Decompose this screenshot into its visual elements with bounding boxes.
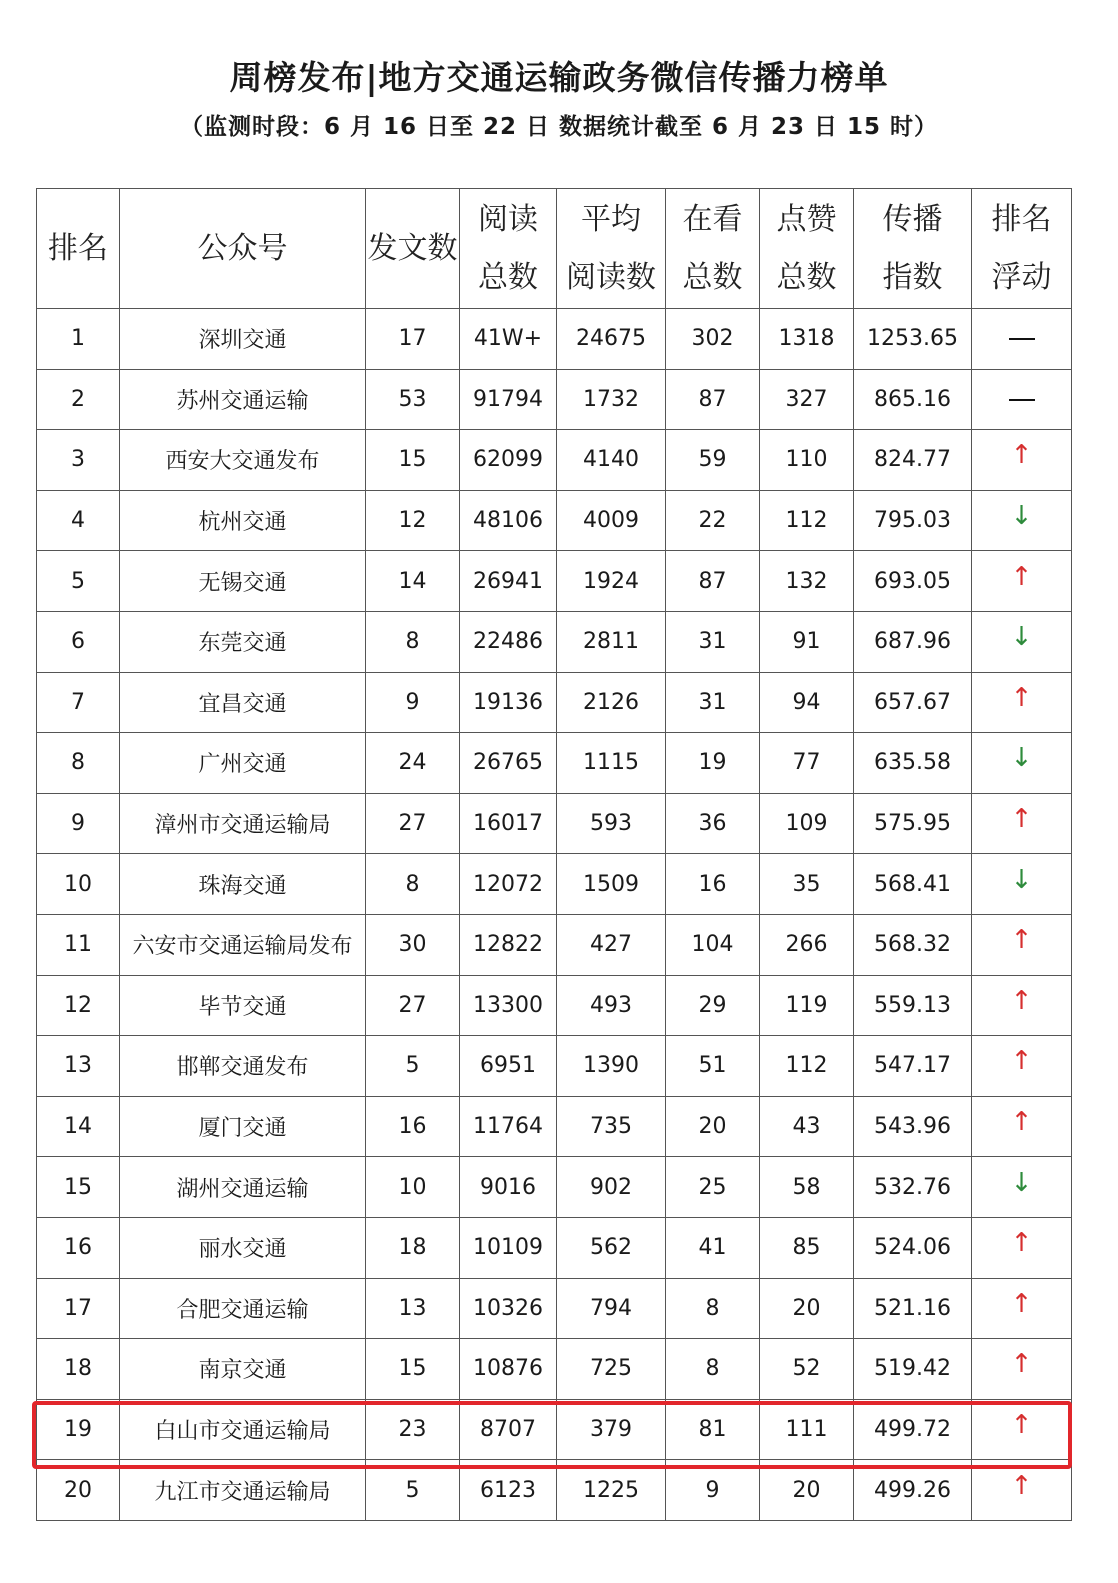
cell-posts: 18 — [366, 1217, 460, 1278]
cell-likes: 20 — [760, 1460, 854, 1521]
cell-reads: 8707 — [460, 1399, 557, 1460]
cell-rank: 4 — [37, 490, 120, 551]
cell-likes: 111 — [760, 1399, 854, 1460]
cell-reads: 6123 — [460, 1460, 557, 1521]
table-row — [37, 1278, 1072, 1339]
cell-reads: 91794 — [460, 369, 557, 430]
cell-views: 87 — [666, 369, 760, 430]
cell-avg-reads: 1225 — [557, 1460, 666, 1521]
cell-account: 杭州交通 — [120, 490, 366, 551]
cell-account: 湖州交通运输 — [120, 1157, 366, 1218]
cell-reads: 9016 — [460, 1157, 557, 1218]
cell-index: 824.77 — [854, 430, 972, 491]
cell-posts: 53 — [366, 369, 460, 430]
cell-reads: 12072 — [460, 854, 557, 915]
cell-avg-reads: 1390 — [557, 1036, 666, 1097]
cell-avg-reads: 493 — [557, 975, 666, 1036]
cell-account: 西安大交通发布 — [120, 430, 366, 491]
header-reads: 阅读 总数 — [460, 189, 557, 309]
cell-rank: 20 — [37, 1460, 120, 1521]
cell-views: 41 — [666, 1217, 760, 1278]
table-header-row — [37, 189, 1072, 309]
cell-rank-change — [972, 611, 1072, 672]
cell-reads: 10109 — [460, 1217, 557, 1278]
cell-reads: 12822 — [460, 914, 557, 975]
arrow-down-icon: ↓ — [1010, 743, 1033, 774]
table-row — [37, 309, 1072, 370]
cell-account: 无锡交通 — [120, 551, 366, 612]
cell-rank: 6 — [37, 611, 120, 672]
table-row — [37, 369, 1072, 430]
cell-avg-reads: 735 — [557, 1096, 666, 1157]
cell-rank: 5 — [37, 551, 120, 612]
cell-index: 657.67 — [854, 672, 972, 733]
table-row — [37, 914, 1072, 975]
table-row — [37, 672, 1072, 733]
cell-reads: 26765 — [460, 733, 557, 794]
arrow-up-icon: ↑ — [1010, 1228, 1033, 1259]
cell-posts: 13 — [366, 1278, 460, 1339]
cell-views: 31 — [666, 611, 760, 672]
cell-rank-change — [972, 1339, 1072, 1400]
cell-posts: 27 — [366, 793, 460, 854]
cell-avg-reads: 902 — [557, 1157, 666, 1218]
cell-rank-change — [972, 1399, 1072, 1460]
table-row — [37, 430, 1072, 491]
cell-rank-change — [972, 1278, 1072, 1339]
table-row — [37, 1157, 1072, 1218]
table-row — [37, 611, 1072, 672]
cell-rank-change — [972, 1096, 1072, 1157]
cell-rank: 7 — [37, 672, 120, 733]
cell-views: 25 — [666, 1157, 760, 1218]
cell-rank: 12 — [37, 975, 120, 1036]
cell-likes: 91 — [760, 611, 854, 672]
cell-views: 104 — [666, 914, 760, 975]
flat-dash-icon — [1009, 338, 1035, 340]
arrow-up-icon: ↑ — [1010, 1349, 1033, 1380]
header-avg-reads: 平均 阅读数 — [557, 189, 666, 309]
cell-rank-change — [972, 1036, 1072, 1097]
cell-account: 广州交通 — [120, 733, 366, 794]
cell-account: 苏州交通运输 — [120, 369, 366, 430]
header-likes: 点赞 总数 — [760, 189, 854, 309]
arrow-up-icon: ↑ — [1010, 985, 1033, 1016]
cell-likes: 20 — [760, 1278, 854, 1339]
cell-reads: 48106 — [460, 490, 557, 551]
cell-account: 厦门交通 — [120, 1096, 366, 1157]
cell-likes: 327 — [760, 369, 854, 430]
table-row — [37, 854, 1072, 915]
cell-index: 568.41 — [854, 854, 972, 915]
cell-account: 珠海交通 — [120, 854, 366, 915]
cell-reads: 11764 — [460, 1096, 557, 1157]
cell-posts: 5 — [366, 1036, 460, 1097]
cell-index: 693.05 — [854, 551, 972, 612]
cell-avg-reads: 2126 — [557, 672, 666, 733]
cell-rank-change — [972, 1157, 1072, 1218]
cell-account: 宜昌交通 — [120, 672, 366, 733]
cell-rank: 2 — [37, 369, 120, 430]
cell-views: 16 — [666, 854, 760, 915]
cell-rank-change — [972, 975, 1072, 1036]
cell-posts: 15 — [366, 1339, 460, 1400]
cell-reads: 13300 — [460, 975, 557, 1036]
arrow-up-icon: ↑ — [1010, 440, 1033, 471]
table-row — [37, 1399, 1072, 1460]
cell-rank-change — [972, 430, 1072, 491]
header-rank: 排名 — [37, 189, 120, 309]
cell-posts: 12 — [366, 490, 460, 551]
arrow-down-icon: ↓ — [1010, 864, 1033, 895]
cell-posts: 5 — [366, 1460, 460, 1521]
cell-rank-change — [972, 914, 1072, 975]
cell-views: 29 — [666, 975, 760, 1036]
cell-posts: 16 — [366, 1096, 460, 1157]
cell-rank: 9 — [37, 793, 120, 854]
cell-rank: 11 — [37, 914, 120, 975]
cell-rank-change — [972, 854, 1072, 915]
cell-account: 邯郸交通发布 — [120, 1036, 366, 1097]
cell-account: 六安市交通运输局发布 — [120, 914, 366, 975]
cell-rank-change — [972, 733, 1072, 794]
cell-likes: 1318 — [760, 309, 854, 370]
cell-reads: 16017 — [460, 793, 557, 854]
cell-rank-change — [972, 1460, 1072, 1521]
cell-index: 865.16 — [854, 369, 972, 430]
arrow-up-icon: ↑ — [1010, 1470, 1033, 1501]
cell-avg-reads: 562 — [557, 1217, 666, 1278]
cell-index: 795.03 — [854, 490, 972, 551]
cell-account: 九江市交通运输局 — [120, 1460, 366, 1521]
arrow-up-icon: ↑ — [1010, 925, 1033, 956]
arrow-up-icon: ↑ — [1010, 1107, 1033, 1138]
cell-avg-reads: 4009 — [557, 490, 666, 551]
cell-index: 532.76 — [854, 1157, 972, 1218]
cell-likes: 85 — [760, 1217, 854, 1278]
cell-views: 302 — [666, 309, 760, 370]
cell-views: 9 — [666, 1460, 760, 1521]
cell-posts: 8 — [366, 854, 460, 915]
flat-dash-icon — [1009, 399, 1035, 401]
cell-views: 8 — [666, 1278, 760, 1339]
cell-views: 51 — [666, 1036, 760, 1097]
cell-reads: 6951 — [460, 1036, 557, 1097]
table-row — [37, 551, 1072, 612]
cell-views: 87 — [666, 551, 760, 612]
cell-index: 687.96 — [854, 611, 972, 672]
arrow-up-icon: ↑ — [1010, 1288, 1033, 1319]
cell-likes: 132 — [760, 551, 854, 612]
page-subtitle: （监测时段：6 月 16 日至 22 日 数据统计截至 6 月 23 日 15 时） — [179, 114, 939, 140]
cell-rank: 10 — [37, 854, 120, 915]
cell-index: 519.42 — [854, 1339, 972, 1400]
cell-likes: 77 — [760, 733, 854, 794]
cell-posts: 24 — [366, 733, 460, 794]
cell-account: 合肥交通运输 — [120, 1278, 366, 1339]
cell-likes: 112 — [760, 1036, 854, 1097]
cell-avg-reads: 1115 — [557, 733, 666, 794]
cell-rank: 14 — [37, 1096, 120, 1157]
cell-reads: 62099 — [460, 430, 557, 491]
table-row — [37, 1339, 1072, 1400]
table-row — [37, 793, 1072, 854]
cell-views: 8 — [666, 1339, 760, 1400]
cell-likes: 109 — [760, 793, 854, 854]
cell-views: 22 — [666, 490, 760, 551]
cell-rank: 18 — [37, 1339, 120, 1400]
cell-rank: 1 — [37, 309, 120, 370]
arrow-up-icon: ↑ — [1010, 1046, 1033, 1077]
cell-posts: 10 — [366, 1157, 460, 1218]
cell-likes: 58 — [760, 1157, 854, 1218]
cell-reads: 22486 — [460, 611, 557, 672]
table-row — [37, 1096, 1072, 1157]
page-title: 周榜发布|地方交通运输政务微信传播力榜单 — [229, 58, 889, 97]
cell-account: 漳州市交通运输局 — [120, 793, 366, 854]
cell-likes: 119 — [760, 975, 854, 1036]
table-body — [37, 309, 1072, 1521]
cell-reads: 41W+ — [460, 309, 557, 370]
cell-index: 524.06 — [854, 1217, 972, 1278]
arrow-up-icon: ↑ — [1010, 682, 1033, 713]
cell-index: 575.95 — [854, 793, 972, 854]
arrow-down-icon: ↓ — [1010, 1167, 1033, 1198]
cell-rank: 8 — [37, 733, 120, 794]
cell-views: 81 — [666, 1399, 760, 1460]
cell-account: 南京交通 — [120, 1339, 366, 1400]
cell-index: 547.17 — [854, 1036, 972, 1097]
cell-index: 568.32 — [854, 914, 972, 975]
table-row — [37, 1036, 1072, 1097]
cell-rank: 19 — [37, 1399, 120, 1460]
cell-avg-reads: 1509 — [557, 854, 666, 915]
cell-likes: 266 — [760, 914, 854, 975]
table-row — [37, 1460, 1072, 1521]
cell-avg-reads: 427 — [557, 914, 666, 975]
cell-avg-reads: 593 — [557, 793, 666, 854]
cell-avg-reads: 2811 — [557, 611, 666, 672]
cell-likes: 52 — [760, 1339, 854, 1400]
arrow-up-icon: ↑ — [1010, 804, 1033, 835]
cell-reads: 19136 — [460, 672, 557, 733]
cell-rank-change — [972, 793, 1072, 854]
cell-account: 深圳交通 — [120, 309, 366, 370]
cell-avg-reads: 725 — [557, 1339, 666, 1400]
cell-rank: 17 — [37, 1278, 120, 1339]
cell-rank-change — [972, 369, 1072, 430]
cell-posts: 27 — [366, 975, 460, 1036]
cell-index: 559.13 — [854, 975, 972, 1036]
cell-likes: 35 — [760, 854, 854, 915]
cell-posts: 30 — [366, 914, 460, 975]
cell-account: 丽水交通 — [120, 1217, 366, 1278]
cell-index: 499.26 — [854, 1460, 972, 1521]
cell-rank: 3 — [37, 430, 120, 491]
cell-rank: 15 — [37, 1157, 120, 1218]
cell-views: 36 — [666, 793, 760, 854]
cell-index: 499.72 — [854, 1399, 972, 1460]
cell-rank-change — [972, 672, 1072, 733]
cell-posts: 17 — [366, 309, 460, 370]
arrow-up-icon: ↑ — [1010, 561, 1033, 592]
cell-likes: 94 — [760, 672, 854, 733]
cell-likes: 43 — [760, 1096, 854, 1157]
table-row — [37, 975, 1072, 1036]
cell-account: 白山市交通运输局 — [120, 1399, 366, 1460]
cell-reads: 26941 — [460, 551, 557, 612]
arrow-down-icon: ↓ — [1010, 501, 1033, 532]
cell-rank-change — [972, 551, 1072, 612]
header-index: 传播 指数 — [854, 189, 972, 309]
cell-index: 543.96 — [854, 1096, 972, 1157]
cell-reads: 10326 — [460, 1278, 557, 1339]
cell-views: 59 — [666, 430, 760, 491]
cell-posts: 8 — [366, 611, 460, 672]
cell-rank-change — [972, 309, 1072, 370]
header-views: 在看 总数 — [666, 189, 760, 309]
cell-avg-reads: 794 — [557, 1278, 666, 1339]
cell-posts: 15 — [366, 430, 460, 491]
cell-avg-reads: 1732 — [557, 369, 666, 430]
table-row — [37, 733, 1072, 794]
cell-avg-reads: 1924 — [557, 551, 666, 612]
ranking-table — [36, 188, 1072, 1521]
cell-rank-change — [972, 490, 1072, 551]
cell-views: 20 — [666, 1096, 760, 1157]
header-posts: 发文数 — [366, 189, 460, 309]
header-change: 排名 浮动 — [972, 189, 1072, 309]
cell-account: 东莞交通 — [120, 611, 366, 672]
header-account: 公众号 — [120, 189, 366, 309]
cell-index: 1253.65 — [854, 309, 972, 370]
cell-index: 635.58 — [854, 733, 972, 794]
cell-index: 521.16 — [854, 1278, 972, 1339]
cell-reads: 10876 — [460, 1339, 557, 1400]
cell-posts: 9 — [366, 672, 460, 733]
arrow-down-icon: ↓ — [1010, 622, 1033, 653]
cell-likes: 112 — [760, 490, 854, 551]
cell-views: 19 — [666, 733, 760, 794]
cell-likes: 110 — [760, 430, 854, 491]
cell-posts: 23 — [366, 1399, 460, 1460]
cell-account: 毕节交通 — [120, 975, 366, 1036]
cell-avg-reads: 379 — [557, 1399, 666, 1460]
cell-avg-reads: 24675 — [557, 309, 666, 370]
arrow-up-icon: ↑ — [1010, 1409, 1033, 1440]
cell-rank: 13 — [37, 1036, 120, 1097]
cell-rank-change — [972, 1217, 1072, 1278]
cell-views: 31 — [666, 672, 760, 733]
table-row — [37, 490, 1072, 551]
cell-avg-reads: 4140 — [557, 430, 666, 491]
cell-rank: 16 — [37, 1217, 120, 1278]
table-row — [37, 1217, 1072, 1278]
cell-posts: 14 — [366, 551, 460, 612]
